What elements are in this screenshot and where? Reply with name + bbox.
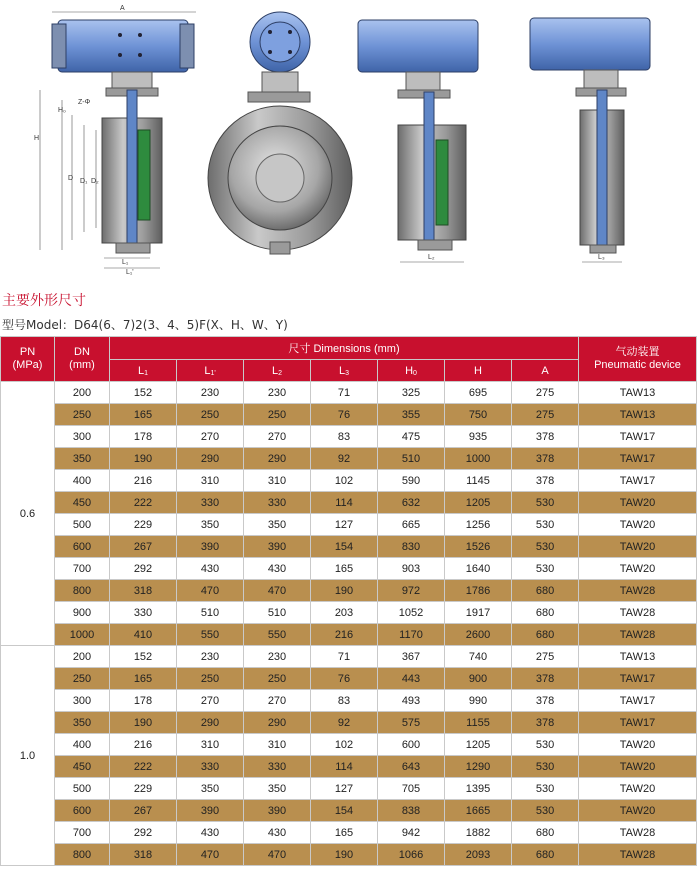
dimension-cell: 367 bbox=[378, 646, 445, 668]
dimension-cell: 1066 bbox=[378, 844, 445, 866]
header-device-label: 气动装置 Pneumatic device bbox=[594, 346, 681, 371]
table-body bbox=[1, 382, 697, 866]
dimension-cell: 165 bbox=[311, 822, 378, 844]
pn-cell: 1.0 bbox=[1, 646, 55, 866]
header-device bbox=[579, 337, 697, 382]
dn-cell: 400 bbox=[55, 734, 110, 756]
device-cell: TAW28 bbox=[579, 624, 697, 646]
dimension-cell: 1640 bbox=[445, 558, 512, 580]
device-cell: TAW17 bbox=[579, 470, 697, 492]
dimension-cell: 222 bbox=[110, 492, 177, 514]
svg-text:A: A bbox=[120, 5, 125, 12]
dimension-cell: 378 bbox=[512, 426, 579, 448]
svg-text:H₀: H₀ bbox=[58, 107, 66, 114]
dimension-cell: 510 bbox=[378, 448, 445, 470]
dimension-cell: 443 bbox=[378, 668, 445, 690]
device-cell: TAW17 bbox=[579, 426, 697, 448]
dimension-cell: 830 bbox=[378, 536, 445, 558]
dimension-cell: 378 bbox=[512, 712, 579, 734]
dimension-cell: 270 bbox=[177, 690, 244, 712]
device-cell: TAW28 bbox=[579, 822, 697, 844]
dn-cell: 800 bbox=[55, 844, 110, 866]
dimension-cell: 632 bbox=[378, 492, 445, 514]
dimension-cell: 1290 bbox=[445, 756, 512, 778]
dimension-cell: 530 bbox=[512, 558, 579, 580]
dn-cell: 350 bbox=[55, 448, 110, 470]
dimension-cell: 310 bbox=[177, 470, 244, 492]
dimension-cell: 530 bbox=[512, 492, 579, 514]
dimension-cell: 102 bbox=[311, 734, 378, 756]
device-cell: TAW20 bbox=[579, 558, 697, 580]
dn-cell: 700 bbox=[55, 822, 110, 844]
device-cell: TAW13 bbox=[579, 404, 697, 426]
dimension-cell: 390 bbox=[244, 536, 311, 558]
dimension-cell: 1917 bbox=[445, 602, 512, 624]
dimension-cell: 330 bbox=[177, 756, 244, 778]
table-row bbox=[1, 844, 697, 866]
dimension-cell: 114 bbox=[311, 756, 378, 778]
dimension-cell: 430 bbox=[177, 558, 244, 580]
device-cell: TAW20 bbox=[579, 492, 697, 514]
dimension-cell: 216 bbox=[110, 470, 177, 492]
header-dn bbox=[55, 337, 110, 382]
section-title: 主要外形尺寸 bbox=[2, 293, 86, 309]
dn-cell: 600 bbox=[55, 800, 110, 822]
dimension-cell: 378 bbox=[512, 668, 579, 690]
dimension-cell: 740 bbox=[445, 646, 512, 668]
dimension-cell: 154 bbox=[311, 800, 378, 822]
side-view-l2 bbox=[358, 20, 478, 262]
dimension-cell: 190 bbox=[311, 580, 378, 602]
dimension-cell: 71 bbox=[311, 646, 378, 668]
header-dn-label: DN (mm) bbox=[69, 346, 95, 371]
device-cell: TAW28 bbox=[579, 580, 697, 602]
dimension-cell: 643 bbox=[378, 756, 445, 778]
dimension-cell: 270 bbox=[177, 426, 244, 448]
header-pn bbox=[1, 337, 55, 382]
dimension-cell: 83 bbox=[311, 426, 378, 448]
dimension-cell: 71 bbox=[311, 382, 378, 404]
header-col-6 bbox=[512, 360, 579, 382]
dn-cell: 450 bbox=[55, 492, 110, 514]
header-col-sub: 1' bbox=[210, 369, 216, 377]
dimension-cell: 275 bbox=[512, 404, 579, 426]
table-row bbox=[1, 382, 697, 404]
dimension-cell: 114 bbox=[311, 492, 378, 514]
dimension-cell: 310 bbox=[177, 734, 244, 756]
pn-cell: 0.6 bbox=[1, 382, 55, 646]
table-row bbox=[1, 426, 697, 448]
dimension-cell: 430 bbox=[244, 558, 311, 580]
table-row bbox=[1, 646, 697, 668]
dimension-cell: 1256 bbox=[445, 514, 512, 536]
dimension-cell: 470 bbox=[177, 844, 244, 866]
table-row bbox=[1, 624, 697, 646]
dimension-cell: 972 bbox=[378, 580, 445, 602]
table-row bbox=[1, 580, 697, 602]
device-cell: TAW20 bbox=[579, 778, 697, 800]
device-cell: TAW17 bbox=[579, 712, 697, 734]
dn-cell: 350 bbox=[55, 712, 110, 734]
dimension-cell: 190 bbox=[110, 712, 177, 734]
dimension-cell: 470 bbox=[177, 580, 244, 602]
header-dimensions: 尺寸 Dimensions (mm) bbox=[110, 337, 579, 360]
dimension-cell: 325 bbox=[378, 382, 445, 404]
dimension-cell: 76 bbox=[311, 404, 378, 426]
dimension-cell: 216 bbox=[110, 734, 177, 756]
dimension-cell: 292 bbox=[110, 558, 177, 580]
device-cell: TAW13 bbox=[579, 646, 697, 668]
dimension-cell: 165 bbox=[311, 558, 378, 580]
header-pn-label: PN (MPa) bbox=[12, 346, 43, 371]
svg-text:L₁: L₁ bbox=[122, 259, 129, 266]
dimension-cell: 270 bbox=[244, 690, 311, 712]
header-col-main: L bbox=[271, 364, 279, 377]
dimension-cell: 355 bbox=[378, 404, 445, 426]
dimension-cell: 270 bbox=[244, 426, 311, 448]
dimension-cell: 575 bbox=[378, 712, 445, 734]
dn-cell: 300 bbox=[55, 426, 110, 448]
dimension-cell: 290 bbox=[244, 448, 311, 470]
dimension-cell: 92 bbox=[311, 712, 378, 734]
dimension-cell: 935 bbox=[445, 426, 512, 448]
dn-cell: 700 bbox=[55, 558, 110, 580]
device-cell: TAW17 bbox=[579, 690, 697, 712]
dimension-cell: 76 bbox=[311, 668, 378, 690]
dimension-cell: 750 bbox=[445, 404, 512, 426]
dimension-cell: 83 bbox=[311, 690, 378, 712]
dimension-cell: 330 bbox=[110, 602, 177, 624]
device-cell: TAW28 bbox=[579, 844, 697, 866]
dimension-cell: 530 bbox=[512, 514, 579, 536]
header-col-main: A bbox=[541, 364, 549, 377]
header-col-5 bbox=[445, 360, 512, 382]
table-row bbox=[1, 558, 697, 580]
dimension-cell: 705 bbox=[378, 778, 445, 800]
dimension-cell: 530 bbox=[512, 778, 579, 800]
device-cell: TAW20 bbox=[579, 734, 697, 756]
table-row bbox=[1, 800, 697, 822]
dimension-cell: 665 bbox=[378, 514, 445, 536]
dimension-cell: 838 bbox=[378, 800, 445, 822]
dimension-cell: 680 bbox=[512, 602, 579, 624]
svg-text:L₂: L₂ bbox=[428, 254, 435, 261]
dimension-cell: 275 bbox=[512, 646, 579, 668]
dimension-cell: 230 bbox=[177, 646, 244, 668]
table-row bbox=[1, 514, 697, 536]
dimension-cell: 2600 bbox=[445, 624, 512, 646]
dimension-cell: 475 bbox=[378, 426, 445, 448]
dimension-cell: 318 bbox=[110, 844, 177, 866]
dimension-cell: 318 bbox=[110, 580, 177, 602]
dimension-cell: 1526 bbox=[445, 536, 512, 558]
dimension-cell: 430 bbox=[244, 822, 311, 844]
dimension-cell: 229 bbox=[110, 778, 177, 800]
dn-cell: 300 bbox=[55, 690, 110, 712]
dimension-cell: 310 bbox=[244, 470, 311, 492]
dimension-cell: 1145 bbox=[445, 470, 512, 492]
table-row bbox=[1, 470, 697, 492]
device-cell: TAW28 bbox=[579, 602, 697, 624]
device-cell: TAW17 bbox=[579, 448, 697, 470]
dimension-cell: 178 bbox=[110, 690, 177, 712]
dimension-cell: 378 bbox=[512, 448, 579, 470]
dimension-cell: 350 bbox=[177, 514, 244, 536]
header-col-3 bbox=[311, 360, 378, 382]
dimension-cell: 1395 bbox=[445, 778, 512, 800]
dimension-cell: 470 bbox=[244, 580, 311, 602]
dimension-cell: 390 bbox=[177, 536, 244, 558]
dimension-cell: 990 bbox=[445, 690, 512, 712]
dimension-cell: 330 bbox=[244, 756, 311, 778]
dimension-cell: 530 bbox=[512, 800, 579, 822]
dimension-cell: 600 bbox=[378, 734, 445, 756]
dn-cell: 250 bbox=[55, 668, 110, 690]
svg-text:D: D bbox=[68, 175, 74, 182]
dimension-cell: 102 bbox=[311, 470, 378, 492]
device-cell: TAW17 bbox=[579, 668, 697, 690]
header-col-sub: 0 bbox=[413, 369, 417, 377]
header-col-sub: 1 bbox=[144, 369, 149, 377]
dn-cell: 200 bbox=[55, 382, 110, 404]
dimension-cell: 127 bbox=[311, 778, 378, 800]
dimension-cell: 493 bbox=[378, 690, 445, 712]
dimension-cell: 1786 bbox=[445, 580, 512, 602]
dimension-cell: 390 bbox=[177, 800, 244, 822]
dimension-cell: 222 bbox=[110, 756, 177, 778]
table-row bbox=[1, 602, 697, 624]
dimension-cell: 275 bbox=[512, 382, 579, 404]
dimension-cell: 350 bbox=[244, 778, 311, 800]
dn-cell: 800 bbox=[55, 580, 110, 602]
svg-text:Z-Φ: Z-Φ bbox=[78, 99, 91, 106]
dimension-cell: 2093 bbox=[445, 844, 512, 866]
header-col-0 bbox=[110, 360, 177, 382]
header-col-main: H bbox=[405, 364, 414, 377]
svg-text:L₃: L₃ bbox=[598, 254, 605, 261]
svg-text:D₁: D₁ bbox=[80, 178, 88, 185]
dimension-cell: 230 bbox=[177, 382, 244, 404]
dimension-cell: 510 bbox=[244, 602, 311, 624]
dimension-cell: 1052 bbox=[378, 602, 445, 624]
dimension-cell: 1882 bbox=[445, 822, 512, 844]
table-row bbox=[1, 536, 697, 558]
dimension-cell: 154 bbox=[311, 536, 378, 558]
model-line: 型号Model：D64(6、7)2(3、4、5)F(X、H、W、Y) bbox=[2, 318, 288, 332]
dimension-cell: 680 bbox=[512, 822, 579, 844]
device-cell: TAW20 bbox=[579, 756, 697, 778]
dimension-cell: 290 bbox=[244, 712, 311, 734]
front-view bbox=[208, 12, 352, 254]
dn-cell: 900 bbox=[55, 602, 110, 624]
dimension-cell: 430 bbox=[177, 822, 244, 844]
dimension-cell: 1665 bbox=[445, 800, 512, 822]
dn-cell: 600 bbox=[55, 536, 110, 558]
dimension-cell: 410 bbox=[110, 624, 177, 646]
dimension-cell: 590 bbox=[378, 470, 445, 492]
dimension-cell: 330 bbox=[177, 492, 244, 514]
dimension-cell: 1000 bbox=[445, 448, 512, 470]
header-col-main: L bbox=[338, 364, 346, 377]
dimension-cell: 178 bbox=[110, 426, 177, 448]
table-row bbox=[1, 668, 697, 690]
valve-drawings bbox=[0, 0, 700, 276]
dimension-cell: 390 bbox=[244, 800, 311, 822]
dn-cell: 250 bbox=[55, 404, 110, 426]
dimension-cell: 267 bbox=[110, 800, 177, 822]
dimension-cell: 530 bbox=[512, 536, 579, 558]
dimension-cell: 250 bbox=[244, 668, 311, 690]
dimension-cell: 903 bbox=[378, 558, 445, 580]
dimension-cell: 165 bbox=[110, 668, 177, 690]
dimension-cell: 530 bbox=[512, 756, 579, 778]
dimension-cell: 190 bbox=[110, 448, 177, 470]
dimension-cell: 510 bbox=[177, 602, 244, 624]
dimension-cell: 290 bbox=[177, 712, 244, 734]
dimension-cell: 230 bbox=[244, 646, 311, 668]
table-row bbox=[1, 492, 697, 514]
dimension-cell: 190 bbox=[311, 844, 378, 866]
dimension-cell: 1170 bbox=[378, 624, 445, 646]
dn-cell: 200 bbox=[55, 646, 110, 668]
dimension-cell: 152 bbox=[110, 646, 177, 668]
dimension-cell: 229 bbox=[110, 514, 177, 536]
dimension-cell: 942 bbox=[378, 822, 445, 844]
dimension-cell: 92 bbox=[311, 448, 378, 470]
header-col-1 bbox=[177, 360, 244, 382]
dimension-cell: 203 bbox=[311, 602, 378, 624]
dimension-cell: 378 bbox=[512, 690, 579, 712]
dimension-cell: 680 bbox=[512, 624, 579, 646]
svg-text:L₁': L₁' bbox=[126, 269, 134, 276]
dimension-cell: 250 bbox=[244, 404, 311, 426]
dimension-cell: 216 bbox=[311, 624, 378, 646]
dn-cell: 500 bbox=[55, 778, 110, 800]
dimension-cell: 350 bbox=[244, 514, 311, 536]
table-row bbox=[1, 404, 697, 426]
device-cell: TAW13 bbox=[579, 382, 697, 404]
dimension-cell: 250 bbox=[177, 668, 244, 690]
dimension-cell: 378 bbox=[512, 470, 579, 492]
dimension-cell: 680 bbox=[512, 580, 579, 602]
dn-cell: 500 bbox=[55, 514, 110, 536]
table-row bbox=[1, 778, 697, 800]
table-row bbox=[1, 712, 697, 734]
dn-cell: 450 bbox=[55, 756, 110, 778]
dimension-cell: 127 bbox=[311, 514, 378, 536]
dimension-cell: 290 bbox=[177, 448, 244, 470]
device-cell: TAW20 bbox=[579, 514, 697, 536]
dimension-cell: 330 bbox=[244, 492, 311, 514]
header-col-main: H bbox=[474, 364, 482, 377]
dimension-cell: 550 bbox=[177, 624, 244, 646]
header-col-sub: 2 bbox=[278, 369, 283, 377]
dimensions-table bbox=[0, 336, 697, 866]
table-row bbox=[1, 448, 697, 470]
table-row bbox=[1, 822, 697, 844]
dimension-cell: 292 bbox=[110, 822, 177, 844]
svg-text:H: H bbox=[34, 135, 40, 142]
svg-text:D₂: D₂ bbox=[91, 178, 99, 185]
dimension-cell: 470 bbox=[244, 844, 311, 866]
device-cell: TAW20 bbox=[579, 536, 697, 558]
header-col-4 bbox=[378, 360, 445, 382]
side-view-l3 bbox=[530, 18, 650, 262]
dn-cell: 400 bbox=[55, 470, 110, 492]
dimension-cell: 310 bbox=[244, 734, 311, 756]
header-col-main: L bbox=[137, 364, 145, 377]
dn-cell: 1000 bbox=[55, 624, 110, 646]
device-cell: TAW20 bbox=[579, 800, 697, 822]
dimension-cell: 152 bbox=[110, 382, 177, 404]
header-col-sub: 3 bbox=[345, 369, 350, 377]
table-row bbox=[1, 756, 697, 778]
dimension-cell: 230 bbox=[244, 382, 311, 404]
table-row bbox=[1, 734, 697, 756]
header-col-main: L bbox=[204, 364, 211, 377]
table-header bbox=[1, 337, 697, 382]
dimension-cell: 250 bbox=[177, 404, 244, 426]
side-section-view bbox=[34, 5, 196, 276]
table-row bbox=[1, 690, 697, 712]
dimension-cell: 900 bbox=[445, 668, 512, 690]
dimension-cell: 165 bbox=[110, 404, 177, 426]
dimension-cell: 350 bbox=[177, 778, 244, 800]
dimension-cell: 267 bbox=[110, 536, 177, 558]
dimension-cell: 695 bbox=[445, 382, 512, 404]
dimension-cell: 1155 bbox=[445, 712, 512, 734]
dimension-cell: 1205 bbox=[445, 734, 512, 756]
dimension-cell: 550 bbox=[244, 624, 311, 646]
header-col-2 bbox=[244, 360, 311, 382]
dimension-cell: 1205 bbox=[445, 492, 512, 514]
dimension-cell: 530 bbox=[512, 734, 579, 756]
dimension-cell: 680 bbox=[512, 844, 579, 866]
